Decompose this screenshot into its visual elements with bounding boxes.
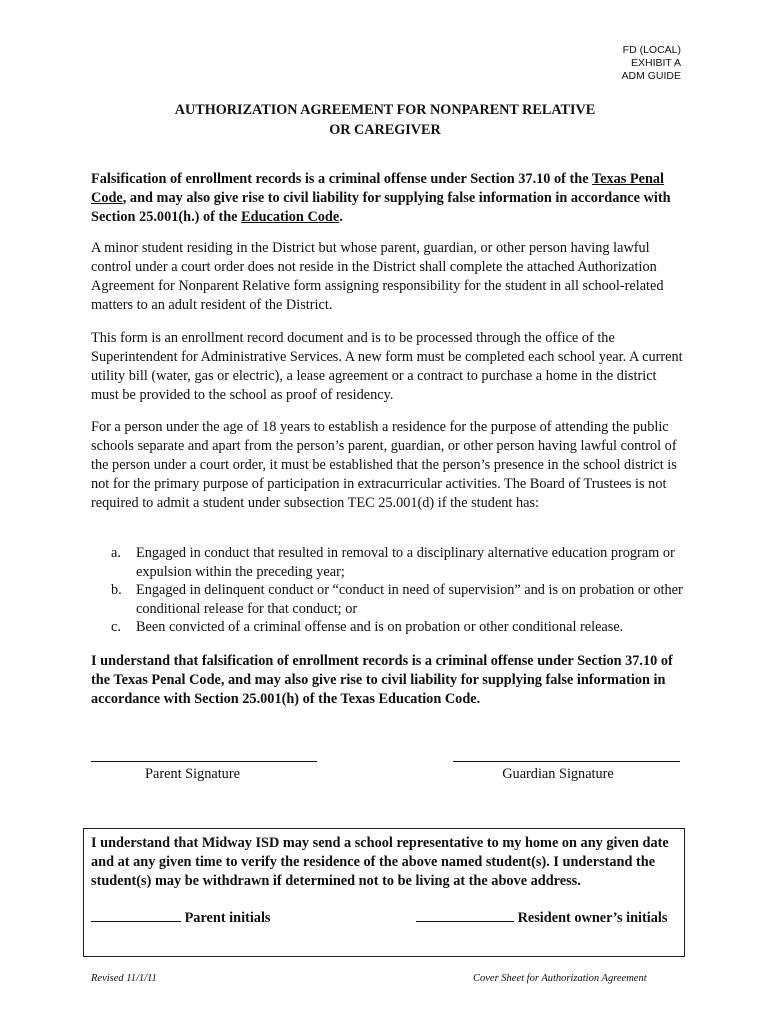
disqualification-list	[111, 544, 686, 637]
reference-line-local: FD (LOCAL)	[622, 44, 681, 56]
title-line-2: OR CAREGIVER	[329, 122, 441, 138]
education-code-reference: Education Code	[241, 209, 340, 225]
resident-initials	[416, 907, 667, 927]
revision-date: Revised 11/1/11	[91, 973, 157, 984]
penal-code-reference: Texas Penal Code	[91, 171, 665, 206]
list-marker: a.	[111, 545, 121, 561]
footer-caption: Cover Sheet for Authorization Agreement	[473, 973, 647, 984]
falsification-warning	[91, 170, 681, 227]
list-item-text: Engaged in delinquent conduct or “conduct in need of supervision” and is on probation or other conditional release for that conduct; or	[136, 582, 683, 617]
verification-statement: I understand that Midway ISD may send a school representative to my home on any given date and at any given time to verify the residence of the above named student(s). I understand the student(s) may be withdrawn if determined not to be living at the above address.	[91, 835, 669, 889]
initials-row	[91, 907, 681, 927]
acknowledgement-statement: I understand that falsification of enrollment records is a criminal offense under Section 37.10 of the Texas Penal Code, and may also give rise to civil liability for supplying false information in accordance with Section 25.001(h) of the Texas Education Code.	[91, 653, 673, 707]
parent-signature-line[interactable]	[91, 761, 317, 762]
list-item	[111, 581, 686, 618]
parent-signature-label: Parent Signature	[145, 766, 240, 782]
document-title	[90, 100, 680, 140]
guardian-signature-line[interactable]	[453, 761, 680, 762]
parent-initials-label: Parent initials	[181, 910, 271, 926]
warning-text-3: .	[339, 209, 343, 225]
guardian-signature-label: Guardian Signature	[502, 766, 614, 782]
warning-text-1: Falsification of enrollment records is a criminal offense under Section 37.10 of the	[91, 171, 592, 187]
list-item-text: Engaged in conduct that resulted in removal to a disciplinary alternative education program or expulsion within the preceding year;	[136, 545, 675, 580]
paragraph-processing: This form is an enrollment record document and is to be processed through the office of the Superintendent for Administrative Services. A new form must be completed each school year. A current utility bill (water, gas or electric), a lease agreement or a contract to purchase a home in the district must be provided to the school as proof of residency.	[91, 330, 683, 403]
parent-initials-field[interactable]	[91, 907, 181, 922]
resident-initials-field[interactable]	[416, 907, 514, 922]
paragraph-residency: A minor student residing in the District but whose parent, guardian, or other person having lawful control under a court order does not reside in the District shall complete the attached Authorization Agreement for Nonparent Relative form assigning responsibility for the student in all school-related matters to an adult resident of the District.	[91, 240, 664, 313]
paragraph-admission: For a person under the age of 18 years to establish a residence for the purpose of attending the public schools separate and apart from the person’s parent, guardian, or other person having lawful control of the person under a court order, it must be established that the person’s presence in the school district is not for the primary purpose of participation in extracurricular activities. The Board of Trustees is not required to admit a student under subsection TEC 25.001(d) if the student has:	[91, 419, 677, 511]
list-item	[111, 618, 686, 637]
document-reference	[621, 44, 681, 83]
list-marker: b.	[111, 582, 122, 599]
reference-line-guide: ADM GUIDE	[621, 70, 681, 82]
list-item-text: Been convicted of a criminal offense and is on probation or other conditional release.	[136, 619, 624, 636]
verification-box	[83, 828, 685, 957]
title-line-1: AUTHORIZATION AGREEMENT FOR NONPARENT RELATIVE	[174, 102, 596, 118]
resident-initials-label: Resident owner’s initials	[514, 910, 668, 926]
reference-line-exhibit: EXHIBIT A	[631, 57, 681, 69]
list-item	[111, 544, 686, 581]
parent-initials	[91, 907, 271, 927]
list-marker: c.	[111, 619, 121, 636]
warning-text-2: , and may also give rise to civil liability for supplying false information in accordance with Section 25.001(h.) of the	[91, 190, 671, 225]
